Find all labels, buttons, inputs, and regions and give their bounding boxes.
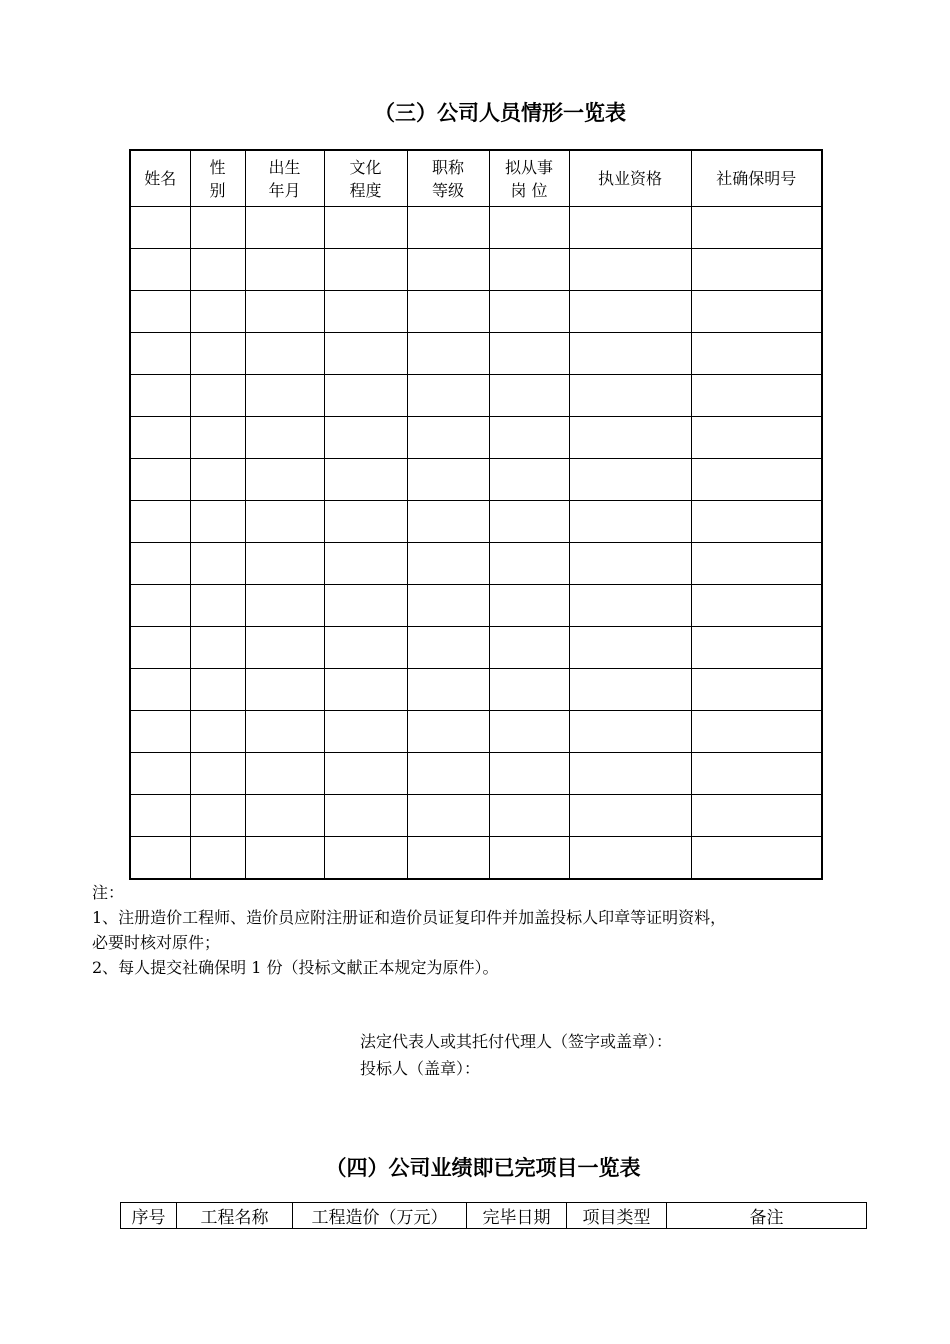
staff-table-cell — [691, 753, 822, 795]
staff-table-cell — [569, 375, 691, 417]
staff-table-cell — [245, 753, 324, 795]
staff-table-cell — [569, 543, 691, 585]
staff-table-cell — [407, 375, 489, 417]
staff-table-row — [130, 207, 822, 249]
staff-column-header — [245, 150, 324, 207]
staff-table-cell — [407, 711, 489, 753]
staff-table-cell — [407, 753, 489, 795]
staff-table-cell — [407, 501, 489, 543]
staff-table-cell — [569, 207, 691, 249]
staff-table-cell — [324, 501, 407, 543]
staff-table-cell — [245, 207, 324, 249]
staff-table-row — [130, 753, 822, 795]
staff-table-cell — [691, 459, 822, 501]
note-2: 2、每人提交社确保明 1 份（投标文献正本规定为原件）。 — [92, 958, 499, 977]
staff-table-cell — [245, 669, 324, 711]
staff-table-cell — [324, 249, 407, 291]
staff-column-header-text: 执业资格 — [597, 169, 662, 188]
staff-table-row — [130, 711, 822, 753]
staff-table-cell — [190, 207, 245, 249]
staff-column-header-text: 拟从事 — [504, 157, 553, 177]
staff-table-cell — [190, 459, 245, 501]
staff-table-cell — [489, 711, 569, 753]
project-column-header: 项目类型 — [567, 1203, 667, 1229]
staff-table-cell — [130, 333, 190, 375]
staff-table-cell — [691, 501, 822, 543]
staff-column-header-text: 姓名 — [144, 169, 177, 188]
staff-table-cell — [407, 291, 489, 333]
staff-table-cell — [407, 249, 489, 291]
staff-table-cell — [190, 291, 245, 333]
staff-table-cell — [324, 669, 407, 711]
staff-table-cell — [130, 753, 190, 795]
staff-column-header-text: 社确保明号 — [716, 169, 797, 188]
staff-table-cell — [407, 795, 489, 837]
staff-table-cell — [691, 543, 822, 585]
staff-table-cell — [407, 207, 489, 249]
staff-table-cell — [489, 627, 569, 669]
staff-table-cell — [569, 249, 691, 291]
staff-table-row — [130, 669, 822, 711]
staff-table-cell — [324, 459, 407, 501]
staff-table-cell — [407, 627, 489, 669]
staff-table-cell — [130, 711, 190, 753]
staff-table-row — [130, 585, 822, 627]
staff-table-row — [130, 249, 822, 291]
staff-table-cell — [130, 291, 190, 333]
staff-table-cell — [190, 501, 245, 543]
staff-table-cell — [245, 711, 324, 753]
staff-column-header — [691, 150, 822, 207]
staff-table-cell — [691, 333, 822, 375]
staff-table-cell — [489, 459, 569, 501]
staff-column-header — [324, 150, 407, 207]
staff-column-header — [130, 150, 190, 207]
staff-table-cell — [407, 585, 489, 627]
staff-table-cell — [130, 207, 190, 249]
staff-table-cell — [569, 837, 691, 880]
staff-table-cell — [569, 627, 691, 669]
staff-table-cell — [130, 375, 190, 417]
staff-table-row — [130, 837, 822, 880]
staff-table-cell — [489, 543, 569, 585]
staff-column-header — [489, 150, 569, 207]
staff-table-cell — [190, 417, 245, 459]
staff-column-header-text: 出生 — [268, 157, 301, 177]
staff-table-row — [130, 501, 822, 543]
staff-table-cell — [407, 459, 489, 501]
staff-table-cell — [190, 711, 245, 753]
staff-table-cell — [569, 333, 691, 375]
staff-table-row — [130, 543, 822, 585]
staff-table-cell — [691, 585, 822, 627]
project-table — [120, 1202, 867, 1229]
staff-column-header-text: 文化 — [349, 157, 382, 177]
staff-table-cell — [190, 333, 245, 375]
staff-table-cell — [245, 333, 324, 375]
staff-table-cell — [569, 795, 691, 837]
project-table-header — [121, 1203, 867, 1229]
staff-table-cell — [489, 207, 569, 249]
staff-table-cell — [190, 837, 245, 880]
staff-table-cell — [691, 669, 822, 711]
staff-table-cell — [569, 417, 691, 459]
staff-table-cell — [190, 753, 245, 795]
staff-table-row — [130, 375, 822, 417]
staff-table-cell — [489, 417, 569, 459]
staff-column-header — [407, 150, 489, 207]
staff-table-cell — [691, 291, 822, 333]
staff-table-cell — [489, 837, 569, 880]
staff-table-cell — [245, 291, 324, 333]
staff-table-cell — [245, 837, 324, 880]
staff-table-cell — [569, 291, 691, 333]
staff-table-cell — [245, 795, 324, 837]
staff-table-cell — [190, 669, 245, 711]
staff-column-header-text: 岗 位 — [510, 180, 548, 200]
project-column-header: 工程名称 — [177, 1203, 293, 1229]
staff-table-row — [130, 795, 822, 837]
staff-table-cell — [407, 543, 489, 585]
staff-column-header-text: 性 — [209, 157, 226, 177]
staff-table-cell — [190, 627, 245, 669]
staff-table-cell — [489, 669, 569, 711]
staff-table-cell — [407, 837, 489, 880]
staff-table-cell — [569, 459, 691, 501]
staff-table-cell — [324, 207, 407, 249]
project-column-header: 备注 — [667, 1203, 867, 1229]
staff-table-cell — [691, 207, 822, 249]
staff-table-cell — [569, 669, 691, 711]
staff-table-cell — [130, 543, 190, 585]
staff-table-cell — [691, 711, 822, 753]
staff-table-row — [130, 291, 822, 333]
staff-table-cell — [245, 585, 324, 627]
staff-table-cell — [324, 837, 407, 880]
notes — [92, 880, 882, 980]
staff-column-header — [190, 150, 245, 207]
staff-table-cell — [691, 837, 822, 880]
staff-table-cell — [245, 543, 324, 585]
staff-table-cell — [130, 459, 190, 501]
staff-column-header — [569, 150, 691, 207]
staff-table-cell — [489, 291, 569, 333]
staff-table-row — [130, 627, 822, 669]
staff-column-header-text: 别 — [209, 180, 226, 200]
staff-table-cell — [130, 585, 190, 627]
staff-table-cell — [245, 627, 324, 669]
staff-table-header — [130, 150, 822, 207]
staff-table-cell — [691, 417, 822, 459]
representative-signature-label: 法定代表人或其托付代理人（签字或盖章）： — [360, 1032, 673, 1051]
staff-table-cell — [130, 669, 190, 711]
staff-table-cell — [691, 795, 822, 837]
staff-table-cell — [324, 375, 407, 417]
note-1-continued: 必要时核对原件； — [92, 933, 221, 952]
staff-table-cell — [569, 585, 691, 627]
staff-table-cell — [691, 375, 822, 417]
staff-table-cell — [190, 375, 245, 417]
staff-table-cell — [324, 417, 407, 459]
staff-table-row — [130, 459, 822, 501]
staff-table-cell — [324, 627, 407, 669]
project-column-header: 序号 — [121, 1203, 177, 1229]
staff-table-cell — [130, 249, 190, 291]
staff-table-cell — [324, 543, 407, 585]
staff-table-cell — [324, 753, 407, 795]
staff-column-header-text: 等级 — [431, 180, 464, 200]
staff-table-cell — [407, 333, 489, 375]
notes-heading: 注： — [92, 883, 125, 902]
staff-table-cell — [324, 585, 407, 627]
staff-table-cell — [324, 333, 407, 375]
staff-table-cell — [489, 375, 569, 417]
staff-table-cell — [691, 249, 822, 291]
staff-table-cell — [324, 711, 407, 753]
note-1: 1、注册造价工程师、造价员应附注册证和造价员证复印件并加盖投标人印章等证明资料， — [92, 908, 727, 927]
staff-table-cell — [130, 795, 190, 837]
staff-table-cell — [190, 543, 245, 585]
staff-table-cell — [569, 753, 691, 795]
staff-table-cell — [569, 501, 691, 543]
staff-table-cell — [130, 417, 190, 459]
staff-table-cell — [245, 459, 324, 501]
staff-table-cell — [489, 753, 569, 795]
signature-block — [360, 1028, 672, 1082]
staff-table-cell — [489, 585, 569, 627]
staff-table-cell — [245, 501, 324, 543]
staff-table-cell — [130, 837, 190, 880]
staff-table-cell — [130, 501, 190, 543]
staff-table-cell — [245, 249, 324, 291]
staff-table-cell — [130, 627, 190, 669]
staff-table-cell — [407, 417, 489, 459]
staff-table-cell — [245, 375, 324, 417]
bidder-seal-label: 投标人（盖章）： — [360, 1059, 481, 1078]
section3-title: （三）公司人员情形一览表 — [374, 101, 626, 125]
staff-table-cell — [489, 795, 569, 837]
staff-table-cell — [324, 795, 407, 837]
staff-table-cell — [190, 585, 245, 627]
staff-column-header-text: 程度 — [349, 180, 382, 200]
staff-table-cell — [245, 417, 324, 459]
staff-table-cell — [489, 249, 569, 291]
section4-title: （四）公司业绩即已完项目一览表 — [325, 1156, 641, 1180]
staff-column-header-text: 年月 — [268, 180, 301, 200]
staff-table-cell — [691, 627, 822, 669]
project-column-header: 完毕日期 — [467, 1203, 567, 1229]
project-column-header: 工程造价（万元） — [293, 1203, 467, 1229]
staff-table-row — [130, 417, 822, 459]
staff-table-cell — [489, 501, 569, 543]
staff-table-cell — [190, 249, 245, 291]
staff-table-cell — [190, 795, 245, 837]
staff-table-cell — [489, 333, 569, 375]
staff-table-cell — [407, 669, 489, 711]
staff-table-row — [130, 333, 822, 375]
staff-column-header-text: 职称 — [431, 157, 464, 177]
staff-table-cell — [324, 291, 407, 333]
staff-table-cell — [569, 711, 691, 753]
staff-table — [129, 149, 823, 880]
